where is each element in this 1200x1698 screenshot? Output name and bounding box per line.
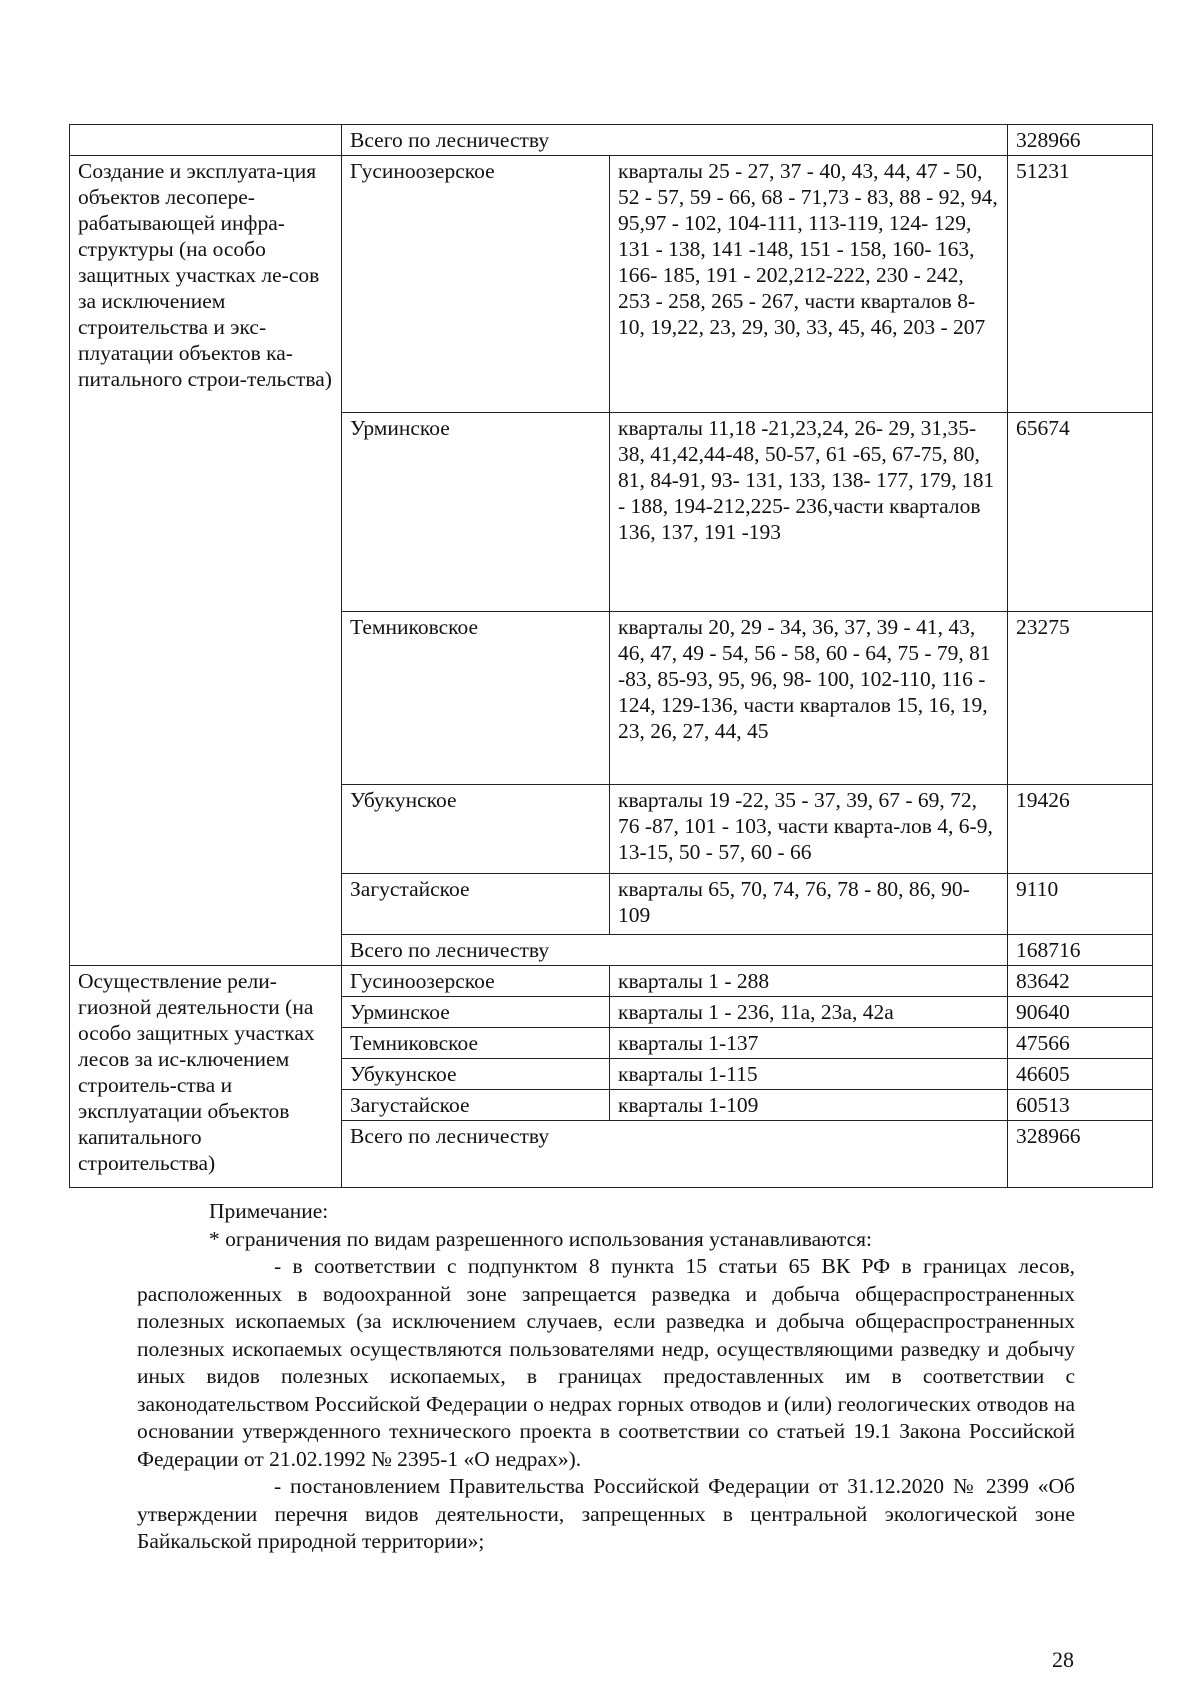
note-title: Примечание: <box>209 1199 329 1223</box>
quarters-cell: кварталы 11,18 -21,23,24, 26- 29, 31,35-38, 41,42,44-48, 50-57, 61 -65, 67-75, 80, 81, 84-91, 93- 131, 133, 138- 177, 179, 181 - 188, 194-212,225- 236,части кварталов 136, 137, 191 -193 <box>610 413 1008 612</box>
forestry-cell: Убукунское <box>342 785 610 874</box>
table-cell-empty <box>70 125 342 156</box>
area-cell: 90640 <box>1008 997 1153 1028</box>
area-cell: 47566 <box>1008 1028 1153 1059</box>
area-cell: 65674 <box>1008 413 1153 612</box>
total-value-cell: 328966 <box>1008 125 1153 156</box>
note-paragraph-1: - в соответствии с подпунктом 8 пункта 15 статьи 65 ВК РФ в границах лесов, расположенных в водоохранной зоне запрещается разведка и добыча общераспространенных полезных ископаемых (за исключением случаев, если разведка и добыча общераспространенных полезных ископаемых осуществляются пользователями недр, осуществляющими разведку и добычу иных видов полезных ископаемых, в границах предоставленных им в соответствии с законодательством Российской Федерации о недрах горных отводов и (или) геологических отводов на основании утвержденного технического проекта в соответствии со статьей 19.1 Закона Российской Федерации от 21.02.1992 № 2395-1 «О недрах»). <box>137 1254 1075 1471</box>
total-label-cell: Всего по лесничеству <box>342 935 1008 966</box>
forestry-cell: Гусиноозерское <box>342 966 610 997</box>
forestry-cell: Загустайское <box>342 874 610 935</box>
quarters-cell: кварталы 1-109 <box>610 1090 1008 1121</box>
total-label-cell: Всего по лесничеству <box>342 125 1008 156</box>
quarters-cell: кварталы 20, 29 - 34, 36, 37, 39 - 41, 43, 46, 47, 49 - 54, 56 - 58, 60 - 64, 75 - 79, 81 -83, 85-93, 95, 96, 98- 100, 102-110, 116 - 124, 129-136, части кварталов 15, 16, 19, 23, 26, 27, 44, 45 <box>610 612 1008 785</box>
purpose-cell-religious: Осуществление рели-гиозной деятельности (на особо защитных участках лесов за ис-ключением строитель-ства и эксплуатации объектов капитального строительства) <box>70 966 342 1188</box>
note-paragraph-2: - постановлением Правительства Российской Федерации от 31.12.2020 № 2399 «Об утверждении перечня видов деятельности, запрещенных в центральной экологической зоне Байкальской природной территории»; <box>137 1474 1075 1553</box>
total-label-cell: Всего по лесничеству <box>342 1121 1008 1188</box>
forestry-cell: Урминское <box>342 413 610 612</box>
quarters-cell: кварталы 65, 70, 74, 76, 78 - 80, 86, 90- 109 <box>610 874 1008 935</box>
total-value-cell: 168716 <box>1008 935 1153 966</box>
forest-use-table <box>69 124 1153 1188</box>
table-row <box>70 966 1153 997</box>
area-cell: 19426 <box>1008 785 1153 874</box>
forestry-cell: Гусиноозерское <box>342 156 610 413</box>
quarters-cell: кварталы 1-115 <box>610 1059 1008 1090</box>
purpose-cell-processing: Создание и эксплуата-ция объектов лесопере-рабатывающей инфра-структуры (на особо защитных участках ле-сов за исключением строительства и экс-плуатации объектов ка-питального строи-тельства) <box>70 156 342 966</box>
forestry-cell: Урминское <box>342 997 610 1028</box>
note-intro: * ограничения по видам разрешенного использования устанавливаются: <box>209 1226 872 1251</box>
forestry-cell: Убукунское <box>342 1059 610 1090</box>
quarters-cell: кварталы 1 - 236, 11а, 23а, 42а <box>610 997 1008 1028</box>
quarters-cell: кварталы 19 -22, 35 - 37, 39, 67 - 69, 72, 76 -87, 101 - 103, части кварта-лов 4, 6-9, 13-15, 50 - 57, 60 - 66 <box>610 785 1008 874</box>
forestry-cell: Темниковское <box>342 1028 610 1059</box>
total-value-cell: 328966 <box>1008 1121 1153 1188</box>
area-cell: 51231 <box>1008 156 1153 413</box>
table-row <box>70 156 1153 413</box>
table-row-top-total <box>70 125 1153 156</box>
area-cell: 60513 <box>1008 1090 1153 1121</box>
area-cell: 23275 <box>1008 612 1153 785</box>
forestry-cell: Темниковское <box>342 612 610 785</box>
area-cell: 46605 <box>1008 1059 1153 1090</box>
note-section <box>137 1198 1075 1556</box>
quarters-cell: кварталы 1-137 <box>610 1028 1008 1059</box>
page-number: 28 <box>1052 1647 1074 1672</box>
area-cell: 9110 <box>1008 874 1153 935</box>
forestry-cell: Загустайское <box>342 1090 610 1121</box>
quarters-cell: кварталы 25 - 27, 37 - 40, 43, 44, 47 - 50, 52 - 57, 59 - 66, 68 - 71,73 - 83, 88 - 92, 94, 95,97 - 102, 104-111, 113-119, 124- 129, 131 - 138, 141 -148, 151 - 158, 160- 163, 166- 185, 191 - 202,212-222, 230 - 242, 253 - 258, 265 - 267, части кварталов 8-10, 19,22, 23, 29, 30, 33, 45, 46, 203 - 207 <box>610 156 1008 413</box>
quarters-cell: кварталы 1 - 288 <box>610 966 1008 997</box>
area-cell: 83642 <box>1008 966 1153 997</box>
